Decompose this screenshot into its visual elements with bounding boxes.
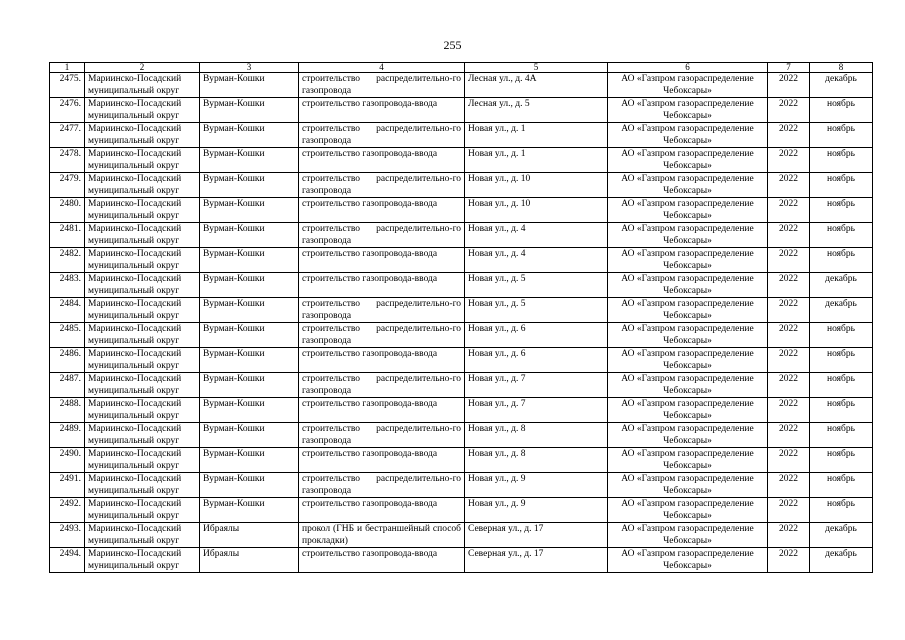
year-cell: 2022: [768, 448, 810, 473]
month-cell: ноябрь: [810, 448, 873, 473]
address-cell: Новая ул., д. 5: [465, 273, 608, 298]
row-number: 2481.: [50, 223, 85, 248]
row-number: 2491.: [50, 473, 85, 498]
month-cell: ноябрь: [810, 348, 873, 373]
table-row: [50, 473, 873, 498]
table-row: [50, 73, 873, 98]
address-cell: Новая ул., д. 10: [465, 173, 608, 198]
table-row: [50, 373, 873, 398]
month-cell: ноябрь: [810, 423, 873, 448]
settlement-cell: Вурман-Кошки: [200, 273, 299, 298]
table-row: [50, 98, 873, 123]
district-cell: Мариинско-Посадский муниципальный округ: [85, 348, 200, 373]
year-cell: 2022: [768, 398, 810, 423]
settlement-cell: Вурман-Кошки: [200, 123, 299, 148]
table-row: [50, 398, 873, 423]
row-number: 2486.: [50, 348, 85, 373]
settlement-cell: Вурман-Кошки: [200, 73, 299, 98]
year-cell: 2022: [768, 298, 810, 323]
settlement-cell: Вурман-Кошки: [200, 448, 299, 473]
address-cell: Северная ул., д. 17: [465, 523, 608, 548]
work-type-cell: строительство распределительно-го газопровода: [299, 373, 465, 398]
address-cell: Новая ул., д. 1: [465, 123, 608, 148]
settlement-cell: Вурман-Кошки: [200, 473, 299, 498]
column-number: 4: [299, 63, 465, 73]
organization-cell: АО «Газпром газораспределение Чебоксары»: [608, 173, 768, 198]
column-number: 2: [85, 63, 200, 73]
month-cell: декабрь: [810, 548, 873, 573]
work-type-cell: строительство газопровода-ввода: [299, 148, 465, 173]
district-cell: Мариинско-Посадский муниципальный округ: [85, 498, 200, 523]
year-cell: 2022: [768, 223, 810, 248]
address-cell: Новая ул., д. 6: [465, 323, 608, 348]
district-cell: Мариинско-Посадский муниципальный округ: [85, 223, 200, 248]
organization-cell: АО «Газпром газораспределение Чебоксары»: [608, 548, 768, 573]
work-type-cell: строительство газопровода-ввода: [299, 398, 465, 423]
column-number: 6: [608, 63, 768, 73]
table-row: [50, 248, 873, 273]
table-row: [50, 423, 873, 448]
row-number: 2479.: [50, 173, 85, 198]
organization-cell: АО «Газпром газораспределение Чебоксары»: [608, 123, 768, 148]
month-cell: ноябрь: [810, 248, 873, 273]
settlement-cell: Вурман-Кошки: [200, 423, 299, 448]
table-row: [50, 148, 873, 173]
work-type-cell: строительство газопровода-ввода: [299, 498, 465, 523]
month-cell: декабрь: [810, 523, 873, 548]
district-cell: Мариинско-Посадский муниципальный округ: [85, 173, 200, 198]
organization-cell: АО «Газпром газораспределение Чебоксары»: [608, 398, 768, 423]
row-number: 2488.: [50, 398, 85, 423]
month-cell: ноябрь: [810, 223, 873, 248]
organization-cell: АО «Газпром газораспределение Чебоксары»: [608, 148, 768, 173]
district-cell: Мариинско-Посадский муниципальный округ: [85, 98, 200, 123]
year-cell: 2022: [768, 73, 810, 98]
organization-cell: АО «Газпром газораспределение Чебоксары»: [608, 248, 768, 273]
address-cell: Новая ул., д. 10: [465, 198, 608, 223]
district-cell: Мариинско-Посадский муниципальный округ: [85, 473, 200, 498]
address-cell: Новая ул., д. 7: [465, 398, 608, 423]
district-cell: Мариинско-Посадский муниципальный округ: [85, 73, 200, 98]
year-cell: 2022: [768, 498, 810, 523]
settlement-cell: Ибраялы: [200, 523, 299, 548]
work-type-cell: строительство газопровода-ввода: [299, 448, 465, 473]
table-row: [50, 448, 873, 473]
address-cell: Новая ул., д. 4: [465, 223, 608, 248]
month-cell: ноябрь: [810, 148, 873, 173]
work-type-cell: строительство распределительно-го газопровода: [299, 73, 465, 98]
row-number: 2490.: [50, 448, 85, 473]
row-number: 2484.: [50, 298, 85, 323]
work-type-cell: строительство газопровода-ввода: [299, 198, 465, 223]
month-cell: ноябрь: [810, 198, 873, 223]
table-row: [50, 123, 873, 148]
row-number: 2482.: [50, 248, 85, 273]
row-number: 2485.: [50, 323, 85, 348]
settlement-cell: Вурман-Кошки: [200, 398, 299, 423]
month-cell: ноябрь: [810, 398, 873, 423]
year-cell: 2022: [768, 473, 810, 498]
organization-cell: АО «Газпром газораспределение Чебоксары»: [608, 273, 768, 298]
month-cell: декабрь: [810, 73, 873, 98]
month-cell: ноябрь: [810, 498, 873, 523]
column-number: 5: [465, 63, 608, 73]
column-number: 3: [200, 63, 299, 73]
row-number: 2475.: [50, 73, 85, 98]
settlement-cell: Вурман-Кошки: [200, 298, 299, 323]
settlement-cell: Вурман-Кошки: [200, 323, 299, 348]
year-cell: 2022: [768, 173, 810, 198]
month-cell: ноябрь: [810, 98, 873, 123]
district-cell: Мариинско-Посадский муниципальный округ: [85, 148, 200, 173]
settlement-cell: Вурман-Кошки: [200, 198, 299, 223]
organization-cell: АО «Газпром газораспределение Чебоксары»: [608, 498, 768, 523]
work-type-cell: строительство газопровода-ввода: [299, 98, 465, 123]
district-cell: Мариинско-Посадский муниципальный округ: [85, 548, 200, 573]
organization-cell: АО «Газпром газораспределение Чебоксары»: [608, 348, 768, 373]
address-cell: Новая ул., д. 4: [465, 248, 608, 273]
row-number: 2480.: [50, 198, 85, 223]
work-type-cell: строительство газопровода-ввода: [299, 548, 465, 573]
year-cell: 2022: [768, 423, 810, 448]
settlement-cell: Вурман-Кошки: [200, 148, 299, 173]
address-cell: Лесная ул., д. 5: [465, 98, 608, 123]
work-type-cell: строительство газопровода-ввода: [299, 248, 465, 273]
settlement-cell: Вурман-Кошки: [200, 223, 299, 248]
address-cell: Новая ул., д. 7: [465, 373, 608, 398]
district-cell: Мариинско-Посадский муниципальный округ: [85, 273, 200, 298]
organization-cell: АО «Газпром газораспределение Чебоксары»: [608, 98, 768, 123]
row-number: 2493.: [50, 523, 85, 548]
work-type-cell: строительство распределительно-го газопровода: [299, 298, 465, 323]
month-cell: декабрь: [810, 273, 873, 298]
address-cell: Северная ул., д. 17: [465, 548, 608, 573]
row-number: 2492.: [50, 498, 85, 523]
row-number: 2478.: [50, 148, 85, 173]
organization-cell: АО «Газпром газораспределение Чебоксары»: [608, 223, 768, 248]
year-cell: 2022: [768, 523, 810, 548]
address-cell: Новая ул., д. 6: [465, 348, 608, 373]
row-number: 2489.: [50, 423, 85, 448]
address-cell: Новая ул., д. 9: [465, 498, 608, 523]
district-cell: Мариинско-Посадский муниципальный округ: [85, 198, 200, 223]
table-row: [50, 498, 873, 523]
month-cell: декабрь: [810, 298, 873, 323]
address-cell: Новая ул., д. 5: [465, 298, 608, 323]
settlement-cell: Вурман-Кошки: [200, 98, 299, 123]
month-cell: ноябрь: [810, 373, 873, 398]
year-cell: 2022: [768, 148, 810, 173]
address-cell: Новая ул., д. 8: [465, 448, 608, 473]
page-number: 255: [443, 38, 462, 52]
year-cell: 2022: [768, 323, 810, 348]
year-cell: 2022: [768, 248, 810, 273]
address-cell: Лесная ул., д. 4А: [465, 73, 608, 98]
district-cell: Мариинско-Посадский муниципальный округ: [85, 398, 200, 423]
work-type-cell: строительство распределительно-го газопровода: [299, 123, 465, 148]
table-row: [50, 548, 873, 573]
district-cell: Мариинско-Посадский муниципальный округ: [85, 123, 200, 148]
settlement-cell: Вурман-Кошки: [200, 348, 299, 373]
settlement-cell: Вурман-Кошки: [200, 498, 299, 523]
district-cell: Мариинско-Посадский муниципальный округ: [85, 323, 200, 348]
address-cell: Новая ул., д. 1: [465, 148, 608, 173]
settlement-cell: Вурман-Кошки: [200, 373, 299, 398]
organization-cell: АО «Газпром газораспределение Чебоксары»: [608, 373, 768, 398]
column-number: 8: [810, 63, 873, 73]
row-number: 2483.: [50, 273, 85, 298]
organization-cell: АО «Газпром газораспределение Чебоксары»: [608, 198, 768, 223]
organization-cell: АО «Газпром газораспределение Чебоксары»: [608, 323, 768, 348]
year-cell: 2022: [768, 373, 810, 398]
table-row: [50, 223, 873, 248]
table-row: [50, 273, 873, 298]
year-cell: 2022: [768, 98, 810, 123]
work-type-cell: строительство распределительно-го газопровода: [299, 173, 465, 198]
work-type-cell: строительство распределительно-го газопровода: [299, 423, 465, 448]
table-row: [50, 323, 873, 348]
district-cell: Мариинско-Посадский муниципальный округ: [85, 373, 200, 398]
row-number: 2487.: [50, 373, 85, 398]
organization-cell: АО «Газпром газораспределение Чебоксары»: [608, 423, 768, 448]
year-cell: 2022: [768, 348, 810, 373]
month-cell: ноябрь: [810, 323, 873, 348]
table-row: [50, 173, 873, 198]
work-type-cell: строительство распределительно-го газопровода: [299, 223, 465, 248]
organization-cell: АО «Газпром газораспределение Чебоксары»: [608, 448, 768, 473]
district-cell: Мариинско-Посадский муниципальный округ: [85, 523, 200, 548]
district-cell: Мариинско-Посадский муниципальный округ: [85, 248, 200, 273]
work-type-cell: прокол (ГНБ и бестраншейный способ прокладки): [299, 523, 465, 548]
organization-cell: АО «Газпром газораспределение Чебоксары»: [608, 298, 768, 323]
work-type-cell: строительство распределительно-го газопровода: [299, 473, 465, 498]
month-cell: ноябрь: [810, 123, 873, 148]
district-cell: Мариинско-Посадский муниципальный округ: [85, 423, 200, 448]
table-row: [50, 348, 873, 373]
month-cell: ноябрь: [810, 473, 873, 498]
column-number: 7: [768, 63, 810, 73]
column-number: 1: [50, 63, 85, 73]
month-cell: ноябрь: [810, 173, 873, 198]
year-cell: 2022: [768, 123, 810, 148]
address-cell: Новая ул., д. 8: [465, 423, 608, 448]
table-row: [50, 523, 873, 548]
year-cell: 2022: [768, 548, 810, 573]
table-row: [50, 198, 873, 223]
row-number: 2494.: [50, 548, 85, 573]
table-row: [50, 298, 873, 323]
year-cell: 2022: [768, 273, 810, 298]
work-type-cell: строительство распределительно-го газопровода: [299, 323, 465, 348]
district-cell: Мариинско-Посадский муниципальный округ: [85, 448, 200, 473]
address-cell: Новая ул., д. 9: [465, 473, 608, 498]
settlement-cell: Ибраялы: [200, 548, 299, 573]
settlement-cell: Вурман-Кошки: [200, 248, 299, 273]
work-type-cell: строительство газопровода-ввода: [299, 273, 465, 298]
organization-cell: АО «Газпром газораспределение Чебоксары»: [608, 473, 768, 498]
organization-cell: АО «Газпром газораспределение Чебоксары»: [608, 73, 768, 98]
row-number: 2476.: [50, 98, 85, 123]
column-number-row: [50, 63, 873, 73]
gasification-table: [49, 62, 873, 573]
settlement-cell: Вурман-Кошки: [200, 173, 299, 198]
district-cell: Мариинско-Посадский муниципальный округ: [85, 298, 200, 323]
row-number: 2477.: [50, 123, 85, 148]
organization-cell: АО «Газпром газораспределение Чебоксары»: [608, 523, 768, 548]
work-type-cell: строительство газопровода-ввода: [299, 348, 465, 373]
year-cell: 2022: [768, 198, 810, 223]
